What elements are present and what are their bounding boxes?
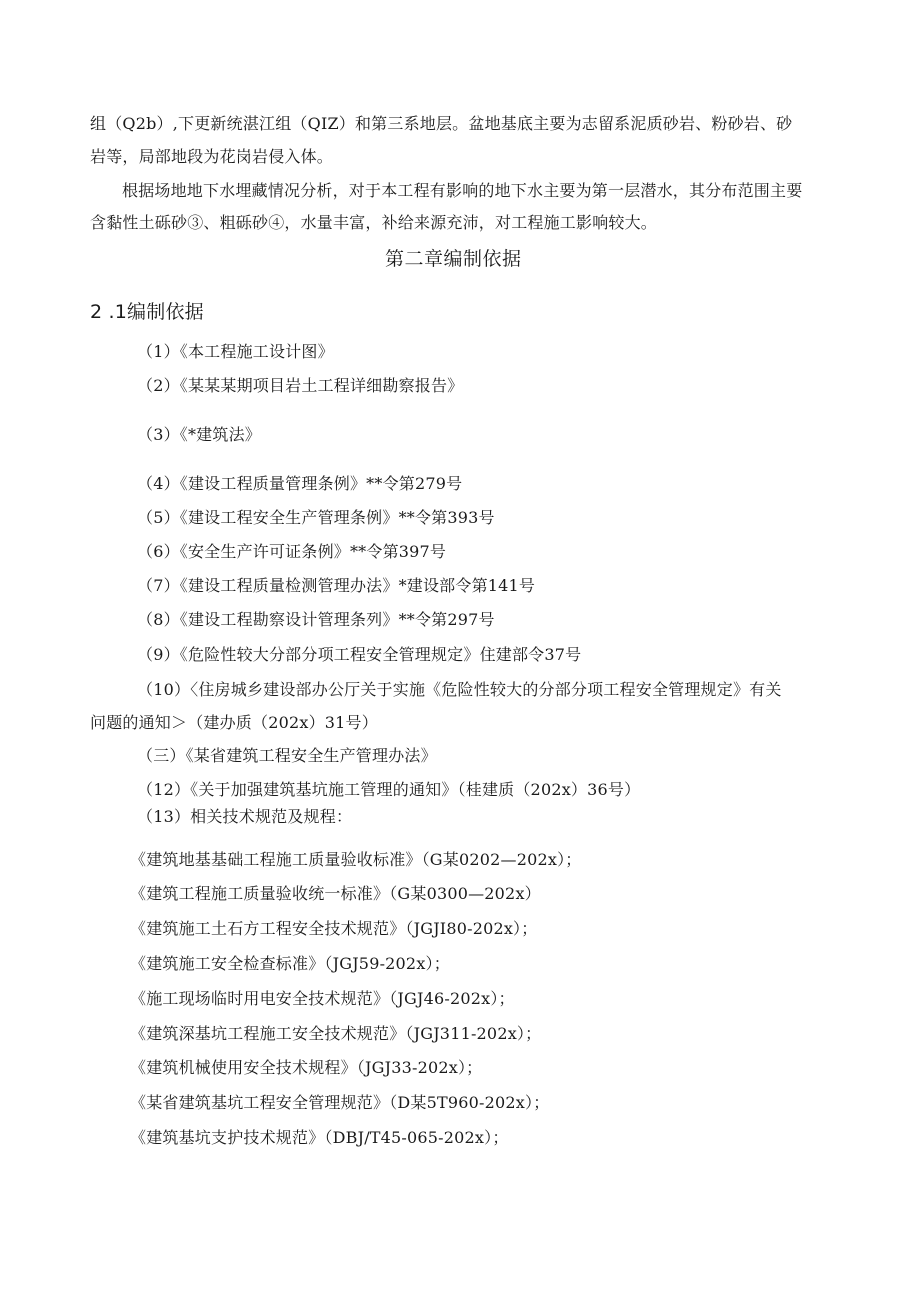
basis-item-10-line-2: 问题的通知＞（建办质（202x）31号） [90, 713, 378, 732]
standard-item-6: 《建筑深基坑工程施工安全技术规范》（JGJ311-202x）； [130, 1024, 542, 1043]
standard-item-2: 《建筑工程施工质量验收统一标准》（G某0300—202x） [130, 884, 541, 903]
intro-paragraph-1-line-2: 岩等，局部地段为花岗岩侵入体。 [90, 147, 334, 166]
standard-item-3: 《建筑施工土石方工程安全技术规范》（JGJI80-202x）； [130, 919, 538, 938]
basis-item-8: （8）《建设工程勘察设计管理条列》**令第297号 [137, 610, 495, 629]
intro-paragraph-2-line-2: 含黏性土砾砂③、粗砾砂④，水量丰富，补给来源充沛，对工程施工影响较大。 [90, 213, 658, 232]
basis-item-2: （2）《某某某期项目岩土工程详细勘察报告》 [137, 376, 464, 395]
basis-item-11: （三）《某省建筑工程安全生产管理办法》 [137, 746, 437, 765]
intro-paragraph-1-line-1: 组（Q2b）,下更新统湛江组（QIZ）和第三系地层。盆地基底主要为志留系泥质砂岩、粉砂岩、砂 [90, 114, 793, 133]
standard-item-8: 《某省建筑基坑工程安全管理规范》（D某5T960-202x）； [130, 1093, 550, 1112]
basis-item-7: （7）《建设工程质量检测管理办法》*建设部令第141号 [137, 576, 536, 595]
basis-item-6: （6）《安全生产许可证条例》**令第397号 [137, 542, 447, 561]
standard-item-9: 《建筑基坑支护技术规范》（DBJ/T45-065-202x）； [130, 1128, 509, 1147]
standard-item-4: 《建筑施工安全检查标准》（JGJ59-202x）； [130, 954, 450, 973]
basis-item-13: （13）相关技术规范及规程： [137, 807, 353, 826]
standard-item-7: 《建筑机械使用安全技术规程》（JGJ33-202x）； [130, 1058, 483, 1077]
basis-item-12: （12）《关于加强建筑基坑施工管理的通知》（桂建质（202x）36号） [137, 780, 641, 799]
basis-item-1: （1）《本工程施工设计图》 [137, 342, 334, 361]
standard-item-5: 《施工现场临时用电安全技术规范》（JGJ46-202x）； [130, 989, 515, 1008]
basis-item-3: （3）《*建筑法》 [137, 425, 261, 444]
basis-item-10-line-1: （10）〈住房城乡建设部办公厅关于实施《危险性较大的分部分项工程安全管理规定》有关 [137, 680, 782, 699]
chapter-title: 第二章编制依据 [385, 248, 522, 270]
basis-item-4: （4）《建设工程质量管理条例》**令第279号 [137, 474, 463, 493]
intro-paragraph-2-line-1: 根据场地地下水埋藏情况分析，对于本工程有影响的地下水主要为第一层潜水，其分布范围主要 [122, 181, 803, 200]
standard-item-1: 《建筑地基基础工程施工质量验收标准》（G某0202—202x）； [130, 850, 582, 869]
basis-item-9: （9）《危险性较大分部分项工程安全管理规定》住建部令37号 [137, 645, 582, 664]
section-title: 2 .1编制依据 [90, 301, 204, 323]
basis-item-5: （5）《建设工程安全生产管理条例》**令第393号 [137, 508, 495, 527]
